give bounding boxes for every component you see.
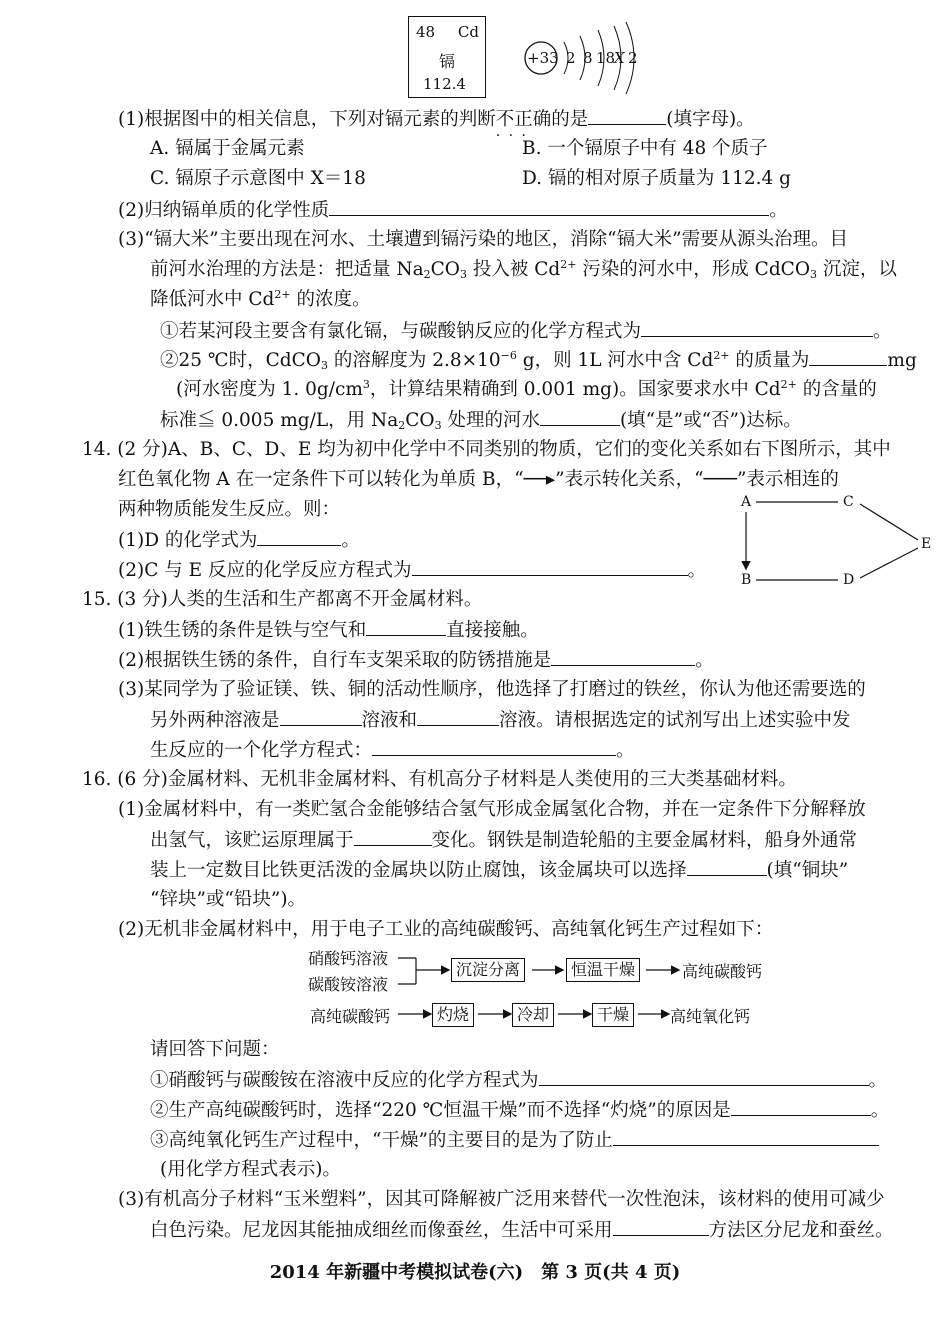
q14-line2: 红色氧化物 A 在一定条件下可以转化为单质 B，“──▸”表示转化关系，“───”表示相连的 xyxy=(118,469,839,490)
q16-answer3-line2: (用化学方程式表示)。 xyxy=(160,1159,341,1180)
flow1-step-constant-temp-drying: 恒温干燥 xyxy=(566,958,640,982)
node-b: B xyxy=(741,572,752,588)
option-a: A. 镉属于金属元素 xyxy=(150,138,305,159)
node-c: C xyxy=(843,494,854,510)
q13-sub1: ①若某河段主要含有氯化镉，与碳酸钠反应的化学方程式为 。 xyxy=(160,318,892,345)
q15-part3-line2: 另外两种溶液是 溶液和 溶液。请根据选定的试剂写出上述实验中发 xyxy=(150,707,851,734)
answer-blank[interactable] xyxy=(257,527,341,546)
node-a: A xyxy=(741,494,752,510)
q16-answer1: ①硝酸钙与碳酸铵在溶液中反应的化学方程式为 。 xyxy=(150,1067,887,1094)
q15-part1: (1)铁生锈的条件是铁与空气和 直接接触。 xyxy=(118,617,539,644)
shell-1: 2 xyxy=(566,49,576,67)
q13-part2: (2)归纳镉单质的化学性质 。 xyxy=(118,197,788,224)
atomic-mass: 112.4 xyxy=(423,75,466,93)
q16-part1-line4: “锌块”或“铅块”)。 xyxy=(150,889,307,910)
answer-blank[interactable] xyxy=(540,407,620,426)
q14-line3: 两种物质能发生反应。则： xyxy=(118,499,341,520)
answer-blank[interactable] xyxy=(329,197,769,216)
q13-sub2-line3: 标准≦ 0.005 mg/L，用 $Na_2CO_3$ 处理的河水 (填“是”或“否”)达标。 xyxy=(160,407,802,434)
q14-part1: (1)D 的化学式为 。 xyxy=(118,527,360,554)
q16-part1-line2: 出氢气，该贮运原理属于 变化。钢铁是制造轮船的主要金属材料，船身外通常 xyxy=(150,827,857,854)
q16-part3-line1: (3)有机高分子材料“玉米塑料”，因其可降解被广泛用来替代一次性泡沫，该材料的使用可减少 xyxy=(118,1189,885,1210)
q15-part3-line3: 生反应的一个化学方程式： 。 xyxy=(150,737,635,764)
q14-line1: 14. (2 分)A、B、C、D、E 均为初中化学中不同类别的物质，它们的变化关系如右下图所示，其中 xyxy=(82,439,891,460)
nucleus-charge: +33 xyxy=(527,49,559,67)
q16-part1-line1: (1)金属材料中，有一类贮氢合金能够结合氢气形成金属氢化合物，并在一定条件下分解释放 xyxy=(118,799,866,820)
flow2-step-dry: 干燥 xyxy=(592,1003,634,1027)
answer-blank[interactable] xyxy=(731,1097,871,1116)
q16-answer3: ③高纯氧化钙生产过程中，“干燥”的主要目的是为了防止 xyxy=(150,1127,879,1154)
answer-blank[interactable] xyxy=(412,557,688,576)
q13-part3-line1: (3)“镉大米”主要出现在河水、土壤遭到镉污染的地区，消除“镉大米”需要从源头治理。目 xyxy=(118,229,849,250)
answer-blank[interactable] xyxy=(354,827,432,846)
answer-blank[interactable] xyxy=(613,1217,709,1236)
element-card xyxy=(408,16,486,98)
node-e: E xyxy=(921,536,932,552)
q13-part1: (1)根据图中的相关信息，下列对镉元素的判断不正确 · · · 的是 (填字母)。 xyxy=(118,106,755,133)
answer-blank[interactable] xyxy=(366,617,446,636)
q16-answer2: ②生产高纯碳酸钙时，选择“220 ℃恒温干燥”而不选择“灼烧”的原因是 。 xyxy=(150,1097,889,1124)
flow1-input1: 硝酸钙溶液 xyxy=(308,949,389,968)
q15-part2: (2)根据铁生锈的条件，自行车支架采取的防锈措施是 。 xyxy=(118,647,714,674)
answer-blank[interactable] xyxy=(539,1067,869,1086)
answer-blank[interactable] xyxy=(372,737,616,756)
q14-part2: (2)C 与 E 反应的化学反应方程式为 。 xyxy=(118,557,706,584)
flow1-output: 高纯碳酸钙 xyxy=(682,962,763,981)
answer-blank[interactable] xyxy=(417,707,499,726)
answer-blank[interactable] xyxy=(641,318,873,337)
atomic-number: 48 xyxy=(416,23,436,41)
flow1-arrows xyxy=(396,948,696,994)
option-c: C. 镉原子示意图中 X＝18 xyxy=(150,168,366,189)
flow1-step-precipitate-separation: 沉淀分离 xyxy=(451,958,525,982)
answer-blank[interactable] xyxy=(613,1127,879,1146)
shell-4: X xyxy=(614,49,625,67)
q16-part1-line3: 装上一定数目比铁更活泼的金属块以防止腐蚀，该金属块可以选择 (填“铜块” xyxy=(150,857,848,884)
q16-part3-line2: 白色污染。尼龙因其能抽成细丝而像蚕丝，生活中可采用 方法区分尼龙和蚕丝。 xyxy=(150,1217,894,1244)
shell-2: 8 xyxy=(583,49,593,67)
flow2-output: 高纯氧化钙 xyxy=(670,1007,751,1026)
flow2-step-cool: 冷却 xyxy=(512,1003,554,1027)
node-d: D xyxy=(843,572,855,588)
option-b: B. 一个镉原子中有 48 个质子 xyxy=(522,138,768,159)
answer-blank[interactable] xyxy=(280,707,362,726)
option-d: D. 镉的相对原子质量为 112.4 g xyxy=(522,168,792,189)
q13-sub2-line1: ②25 ℃时，CdCO$_3$ 的溶解度为 $2.8\times 10^{-6}$ g，则 1L 河水中含 $Cd^{2+}$ 的质量为 mg xyxy=(160,349,917,372)
element-symbol: Cd xyxy=(457,23,479,41)
q13-part3-line2: 前河水治理的方法是：把适量 $Na_2CO_3$ 投入被 $Cd^{2+}$ 污染的河水中，形成 CdCO$_3$ 沉淀，以 xyxy=(150,258,897,281)
answer-blank[interactable] xyxy=(551,647,695,666)
shell-5: 2 xyxy=(628,49,638,67)
page-footer: 2014 年新疆中考模拟试卷(六) 第 3 页(共 4 页) xyxy=(269,1262,681,1283)
shell-3: 18 xyxy=(596,49,616,67)
answer-blank[interactable] xyxy=(588,106,666,125)
q16-part2-line1: (2)无机非金属材料中，用于电子工业的高纯碳酸钙、高纯氧化钙生产过程如下： xyxy=(118,919,774,940)
emphasis-not-correct: 不正确 · · · xyxy=(496,109,552,130)
flow2-step-calcine: 灼烧 xyxy=(432,1003,474,1027)
q16-ask: 请回答下问题： xyxy=(150,1039,280,1060)
q15-line1: 15. (3 分)人类的生活和生产都离不开金属材料。 xyxy=(82,589,483,610)
q13-sub2-line2: (河水密度为 1. $0g/cm^3$，计算结果精确到 0.001 mg)。国家要求水中 $Cd^{2+}$ 的含量的 xyxy=(176,378,877,400)
q16-line1: 16. (6 分)金属材料、无机非金属材料、有机高分子材料是人类使用的三大类基础材料。 xyxy=(82,769,797,790)
flow2-input: 高纯碳酸钙 xyxy=(310,1007,391,1026)
answer-blank[interactable] xyxy=(687,857,767,876)
q13-part3-line3: 降低河水中 $Cd^{2+}$ 的浓度。 xyxy=(150,288,371,310)
relation-diagram xyxy=(730,490,940,590)
flow1-input2: 碳酸铵溶液 xyxy=(308,975,389,994)
q15-part3-line1: (3)某同学为了验证镁、铁、铜的活动性顺序，他选择了打磨过的铁丝，你认为他还需要选的 xyxy=(118,679,866,700)
answer-blank[interactable] xyxy=(809,347,887,366)
element-name: 镉 xyxy=(439,52,456,71)
